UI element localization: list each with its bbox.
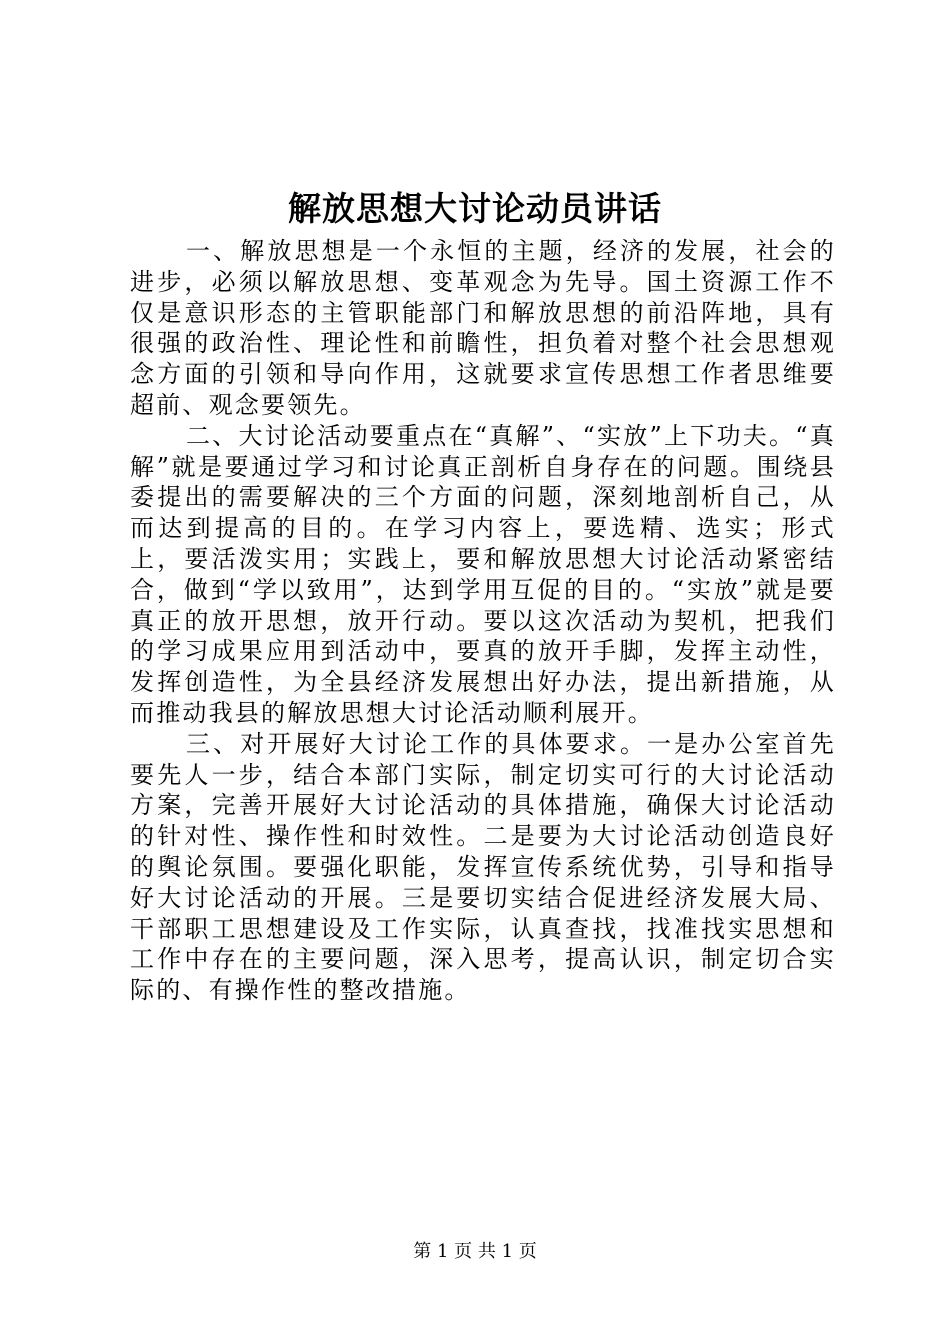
paragraph-3: 三、对开展好大讨论工作的具体要求。一是办公室首先要先人一步，结合本部门实际，制定切实可行的大讨论活动方案，完善开展好大讨论活动的具体措施，确保大讨论活动的针对性、操作性和时效性。二是要为大讨论活动创造良好的舆论氛围。要强化职能，发挥宣传系统优势，引导和指导好大讨论活动的开展。三是要切实结合促进经济发展大局、干部职工思想建设及工作实际，认真查找，找准找实思想和工作中存在的主要问题，深入思考，提高认识，制定切合实际的、有操作性的整改措施。 [130, 729, 836, 1005]
document-body [130, 236, 836, 1006]
paragraph-2: 二、大讨论活动要重点在“真解”、“实放”上下功夫。“真解”就是要通过学习和讨论真正剖析自身存在的问题。围绕县委提出的需要解决的三个方面的问题，深刻地剖析自己，从而达到提高的目的。在学习内容上，要选精、选实；形式上，要活泼实用；实践上，要和解放思想大讨论活动紧密结合，做到“学以致用”，达到学用互促的目的。“实放”就是要真正的放开思想，放开行动。要以这次活动为契机，把我们的学习成果应用到活动中，要真的放开手脚，发挥主动性，发挥创造性，为全县经济发展想出好办法，提出新措施，从而推动我县的解放思想大讨论活动顺利展开。 [130, 421, 836, 727]
document-title: 解放思想大讨论动员讲话 [288, 189, 662, 228]
paragraph-1: 一、解放思想是一个永恒的主题，经济的发展，社会的进步，必须以解放思想、变革观念为先导。国土资源工作不仅是意识形态的主管职能部门和解放思想的前沿阵地，具有很强的政治性、理论性和前瞻性，担负着对整个社会思想观念方面的引领和导向作用，这就要求宣传思想工作者思维要超前、观念要领先。 [130, 237, 836, 419]
page-number-footer: 第 1 页 共 1 页 [413, 1241, 537, 1262]
